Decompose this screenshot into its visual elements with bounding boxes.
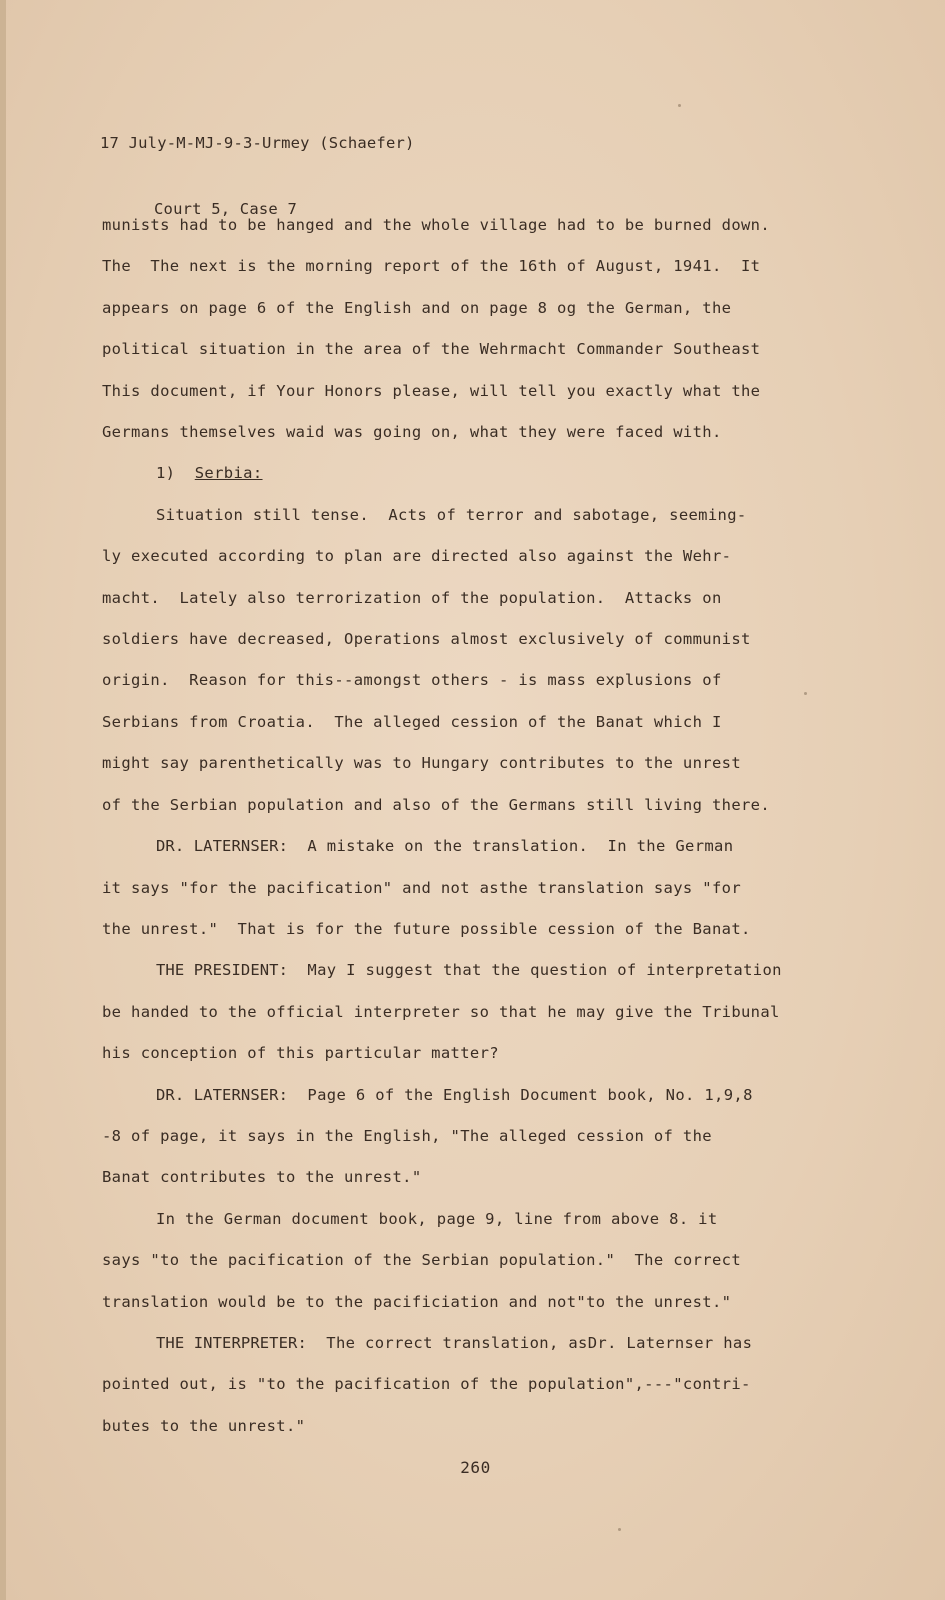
speaker-label: DR. LATERNSER: bbox=[156, 837, 289, 856]
speech-line: the unrest." That is for the future possible cession of the Banat. bbox=[102, 919, 751, 938]
quote-line: origin. Reason for this--amongst others - is mass explusions of bbox=[102, 671, 722, 690]
speech-line: In the German document book, page 9, line from above 8. it bbox=[156, 1209, 718, 1228]
header-court-case: Court 5, Case 7 bbox=[154, 200, 297, 218]
speech-text: The correct translation, asDr. Laternser has bbox=[326, 1333, 753, 1352]
speech-line bbox=[102, 1323, 822, 1364]
section-heading bbox=[102, 453, 822, 494]
speech-line: Banat contributes to the unrest." bbox=[102, 1168, 422, 1187]
speech-line: pointed out, is "to the pacification of the population",---"contri- bbox=[102, 1375, 751, 1394]
quote-line: Situation still tense. Acts of terror and sabotage, seeming- bbox=[156, 505, 747, 524]
quote-line: Serbians from Croatia. The alleged cession of the Banat which I bbox=[102, 712, 722, 731]
text-line: Germans themselves waid was going on, what they were faced with. bbox=[102, 423, 722, 442]
speech-line: be handed to the official interpreter so that he may give the Tribunal bbox=[102, 1002, 780, 1021]
speech-line: says "to the pacification of the Serbian population." The correct bbox=[102, 1251, 741, 1270]
speaker-label: THE PRESIDENT: bbox=[156, 961, 289, 980]
speech-text: A mistake on the translation. In the German bbox=[307, 837, 734, 856]
speech-line bbox=[102, 1075, 822, 1116]
quote-line: ly executed according to plan are directed also against the Wehr- bbox=[102, 547, 732, 566]
paper-speck bbox=[804, 692, 807, 695]
speaker-label: DR. LATERNSER: bbox=[156, 1085, 289, 1104]
text-line: This document, if Your Honors please, will tell you exactly what the bbox=[102, 381, 761, 400]
text-line: The The next is the morning report of the 16th of August, 1941. It bbox=[102, 257, 761, 276]
speech-line: translation would be to the pacificiation and not"to the unrest." bbox=[102, 1292, 732, 1311]
page-number: 260 bbox=[460, 1458, 491, 1477]
section-number: 1) bbox=[156, 464, 176, 483]
speech-line bbox=[102, 950, 822, 991]
transcript-body bbox=[102, 205, 822, 1447]
speech-line: -8 of page, it says in the English, "The alleged cession of the bbox=[102, 1126, 712, 1145]
section-title: Serbia: bbox=[194, 464, 263, 483]
quote-line: might say parenthetically was to Hungary contributes to the unrest bbox=[102, 754, 741, 773]
speaker-label: THE INTERPRETER: bbox=[156, 1333, 307, 1352]
speech-line bbox=[102, 826, 822, 867]
text-line: political situation in the area of the Wehrmacht Commander Southeast bbox=[102, 340, 761, 359]
speech-line: it says "for the pacification" and not asthe translation says "for bbox=[102, 878, 741, 897]
speech-text: Page 6 of the English Document book, No. 1,9,8 bbox=[307, 1085, 753, 1104]
text-line: munists had to be hanged and the whole village had to be burned down. bbox=[102, 216, 771, 234]
paper-speck bbox=[618, 1528, 621, 1531]
speech-line: his conception of this particular matter? bbox=[102, 1044, 499, 1063]
speech-text: May I suggest that the question of interpretation bbox=[307, 961, 782, 980]
text-line: appears on page 6 of the English and on page 8 og the German, the bbox=[102, 298, 732, 317]
paper-speck bbox=[678, 104, 681, 107]
quote-line: macht. Lately also terrorization of the population. Attacks on bbox=[102, 588, 722, 607]
header-reference: 17 July-M-MJ-9-3-Urmey (Schaefer) bbox=[100, 134, 415, 152]
quote-line: of the Serbian population and also of the Germans still living there. bbox=[102, 795, 771, 814]
quote-line: soldiers have decreased, Operations almost exclusively of communist bbox=[102, 630, 751, 649]
speech-line: butes to the unrest." bbox=[102, 1416, 306, 1435]
